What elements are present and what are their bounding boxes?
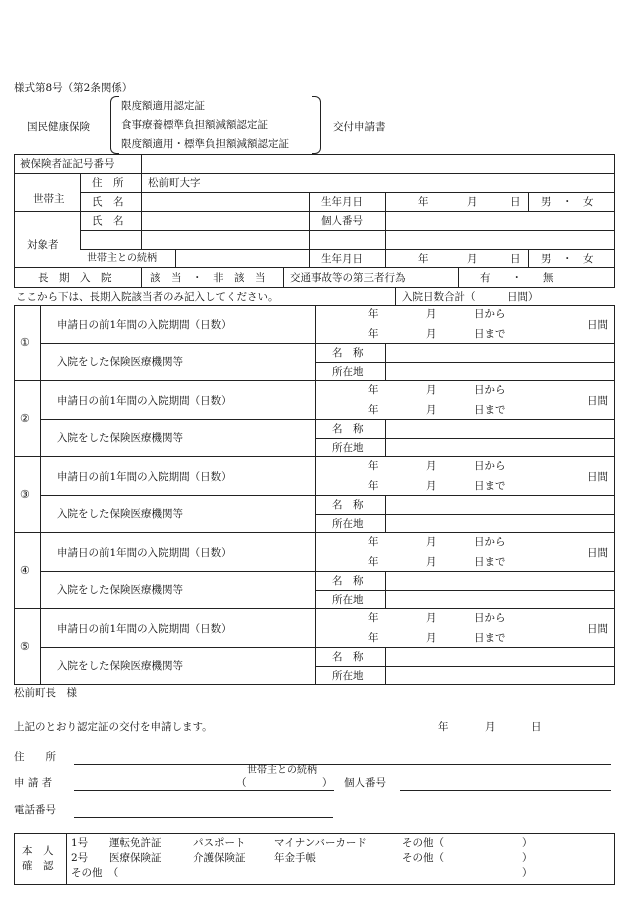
entry-name-label-4: 名 称	[332, 575, 364, 587]
entry-name-label-5: 名 称	[332, 651, 364, 663]
application-year: 年	[438, 721, 449, 733]
householder-name-label: 氏 名	[92, 196, 124, 208]
form-number: 様式第8号（第2条関係）	[14, 82, 133, 94]
entry-mark-3: ③	[20, 488, 30, 501]
entry-period-label-2: 申請日の前1年間の入院期間（日数）	[57, 395, 232, 407]
entry-until-month-4: 月	[426, 556, 437, 568]
phone-line[interactable]	[74, 817, 333, 818]
long-stay-note: ここから下は、長期入院該当者のみ記入してください。	[16, 291, 279, 303]
entry-from-day-4: 日から	[474, 536, 506, 548]
entry-location-label-5: 所在地	[332, 670, 364, 682]
relation-paren-close: ）	[322, 777, 333, 789]
option-combined-certificate: 限度額適用・標準負担額減額認定証	[121, 138, 289, 150]
entry-until-year-3: 年	[368, 480, 379, 492]
applicant-address-line[interactable]	[74, 764, 611, 765]
householder-address-label: 住 所	[92, 177, 124, 189]
entry-mark-5: ⑤	[20, 640, 30, 653]
entry-period-label-1: 申請日の前1年間の入院期間（日数）	[57, 319, 232, 331]
householder-gender: 男 ・ 女	[541, 196, 594, 208]
entry-from-month-1: 月	[426, 308, 437, 320]
entry-location-label-2: 所在地	[332, 442, 364, 454]
subject-dob-label: 生年月日	[321, 253, 363, 265]
entry-until-day-5: 日まで	[474, 632, 506, 644]
entry-from-month-2: 月	[426, 384, 437, 396]
entry-days-unit-3: 日間	[587, 471, 608, 483]
entry-mark-1: ①	[20, 336, 30, 349]
application-month: 月	[485, 721, 496, 733]
subject-name-label: 氏 名	[92, 215, 124, 227]
option-limit-certificate: 限度額適用認定証	[121, 100, 205, 112]
left-bracket	[110, 96, 119, 154]
entry-days-unit-4: 日間	[587, 547, 608, 559]
application-statement: 上記のとおり認定証の交付を申請します。	[14, 721, 213, 733]
entry-institution-label-5: 入院をした保険医療機関等	[57, 660, 183, 672]
entry-from-month-3: 月	[426, 460, 437, 472]
entry-days-unit-5: 日間	[587, 623, 608, 635]
long-stay-label: 長 期 入 院	[38, 272, 112, 284]
entry-institution-label-1: 入院をした保険医療機関等	[57, 356, 183, 368]
entry-institution-label-3: 入院をした保険医療機関等	[57, 508, 183, 520]
entry-from-year-2: 年	[368, 384, 379, 396]
entry-until-month-1: 月	[426, 328, 437, 340]
insured-number-label: 被保険者証記号番号	[20, 158, 115, 170]
subject-dob-day: 日	[510, 253, 521, 265]
applicant-mynumber-line[interactable]	[400, 790, 611, 791]
entry-until-year-4: 年	[368, 556, 379, 568]
dob-year: 年	[418, 196, 429, 208]
addressee: 松前町長 様	[14, 687, 77, 699]
entry-name-label-1: 名 称	[332, 347, 364, 359]
verify-care-insurance-card[interactable]: 介護保険証	[193, 852, 246, 864]
entry-until-month-5: 月	[426, 632, 437, 644]
entry-institution-label-2: 入院をした保険医療機関等	[57, 432, 183, 444]
entry-from-year-4: 年	[368, 536, 379, 548]
entry-institution-label-4: 入院をした保険医療機関等	[57, 584, 183, 596]
subject-mynumber-label: 個人番号	[321, 215, 363, 227]
verify-mynumber-card[interactable]: マイナンバーカード	[274, 837, 367, 849]
verify-drivers-license[interactable]: 運転免許証	[109, 837, 162, 849]
verify-row1-close: ）	[522, 837, 533, 849]
verify-label-bottom: 確 認	[22, 860, 54, 872]
entry-until-year-1: 年	[368, 328, 379, 340]
dob-day: 日	[510, 196, 521, 208]
dob-month: 月	[467, 196, 478, 208]
subject-gender: 男 ・ 女	[541, 253, 594, 265]
entry-days-unit-2: 日間	[587, 395, 608, 407]
entry-name-label-2: 名 称	[332, 423, 364, 435]
entry-location-label-1: 所在地	[332, 366, 364, 378]
applicant-mynumber-label: 個人番号	[344, 777, 386, 789]
right-bracket	[312, 96, 321, 154]
third-party-yes-no: 有 ・ 無	[480, 272, 554, 284]
entry-from-year-5: 年	[368, 612, 379, 624]
long-stay-applicable: 該 当 ・ 非 該 当	[150, 272, 266, 284]
entry-location-label-3: 所在地	[332, 518, 364, 530]
verify-row1-other[interactable]: その他（	[402, 837, 444, 849]
entry-from-day-3: 日から	[474, 460, 506, 472]
entry-until-day-4: 日まで	[474, 556, 506, 568]
verify-passport[interactable]: パスポート	[193, 837, 246, 849]
entry-location-label-4: 所在地	[332, 594, 364, 606]
applicant-relation-label: 世帯主との続柄	[247, 765, 317, 776]
entry-until-year-2: 年	[368, 404, 379, 416]
entry-until-day-1: 日まで	[474, 328, 506, 340]
entry-period-label-4: 申請日の前1年間の入院期間（日数）	[57, 547, 232, 559]
verify-row2-number: 2号	[71, 852, 89, 864]
subject-label: 対象者	[27, 239, 59, 251]
entry-mark-2: ②	[20, 412, 30, 425]
verify-row1-number: 1号	[71, 837, 89, 849]
entry-from-month-5: 月	[426, 612, 437, 624]
entry-until-day-3: 日まで	[474, 480, 506, 492]
entry-from-year-1: 年	[368, 308, 379, 320]
verify-row3-close: ）	[522, 867, 533, 879]
householder-label: 世帯主	[33, 193, 65, 205]
relation-paren-open: （	[236, 777, 247, 789]
entry-until-day-2: 日まで	[474, 404, 506, 416]
verify-row3-other[interactable]: その他 （	[71, 867, 119, 879]
entry-days-unit-1: 日間	[587, 319, 608, 331]
applicant-name-line[interactable]	[74, 790, 334, 791]
verify-medical-insurance-card[interactable]: 医療保険証	[109, 852, 162, 864]
insurance-name: 国民健康保険	[27, 121, 90, 133]
total-days: 入院日数合計（ 日間）	[402, 291, 539, 303]
entry-mark-4: ④	[20, 564, 30, 577]
householder-address-value: 松前町大字	[148, 177, 201, 189]
applicant-label: 申 請 者	[14, 777, 53, 789]
entry-from-day-5: 日から	[474, 612, 506, 624]
entry-name-label-3: 名 称	[332, 499, 364, 511]
entry-until-year-5: 年	[368, 632, 379, 644]
subject-dob-month: 月	[467, 253, 478, 265]
applicant-address-label: 住 所	[14, 751, 56, 763]
entry-period-label-3: 申請日の前1年間の入院期間（日数）	[57, 471, 232, 483]
entry-from-day-1: 日から	[474, 308, 506, 320]
householder-dob-label: 生年月日	[321, 196, 363, 208]
entry-from-month-4: 月	[426, 536, 437, 548]
application-day: 日	[531, 721, 542, 733]
entry-from-day-2: 日から	[474, 384, 506, 396]
subject-dob-year: 年	[418, 253, 429, 265]
request-title: 交付申請書	[333, 121, 386, 133]
verify-row2-close: ）	[522, 852, 533, 864]
entry-until-month-2: 月	[426, 404, 437, 416]
entry-period-label-5: 申請日の前1年間の入院期間（日数）	[57, 623, 232, 635]
verify-label-top: 本 人	[22, 845, 54, 857]
phone-label: 電話番号	[14, 804, 56, 816]
option-meal-certificate: 食事療養標準負担額減額認定証	[121, 119, 268, 131]
third-party-label: 交通事故等の第三者行為	[290, 272, 406, 284]
verify-row2-other[interactable]: その他（	[402, 852, 444, 864]
verify-pension-book[interactable]: 年金手帳	[274, 852, 316, 864]
entry-until-month-3: 月	[426, 480, 437, 492]
subject-relation-label: 世帯主との続柄	[87, 253, 157, 264]
entry-from-year-3: 年	[368, 460, 379, 472]
